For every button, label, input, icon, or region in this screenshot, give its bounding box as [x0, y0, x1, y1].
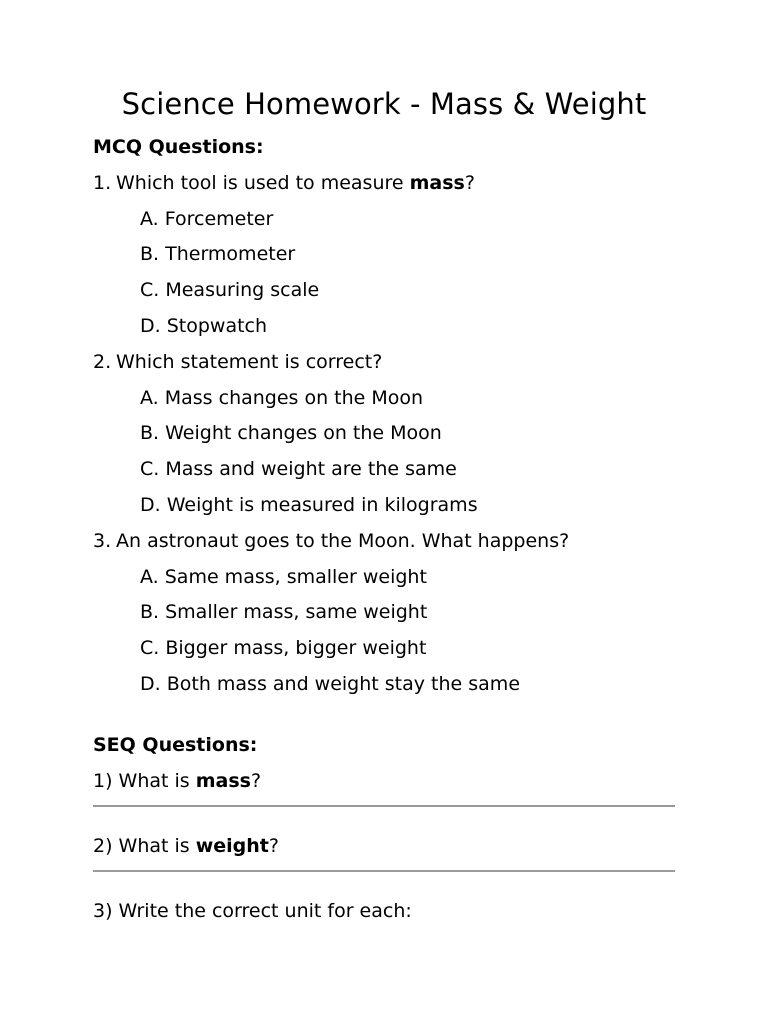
question-text: Which tool is used to measure — [116, 172, 410, 194]
mcq-3-option-d: D. Both mass and weight stay the same — [140, 673, 521, 695]
question-number: 1. — [93, 172, 112, 194]
mcq-2-option-b: B. Weight changes on the Moon — [140, 422, 442, 444]
mcq-3-option-b: B. Smaller mass, same weight — [140, 601, 428, 623]
question-number: 2. — [93, 351, 112, 373]
question-keyword: mass — [195, 770, 251, 792]
question-text: 2) What is — [93, 835, 196, 857]
mcq-1-option-b: B. Thermometer — [140, 243, 296, 265]
mcq-question-2 — [93, 349, 382, 375]
page-title: Science Homework - Mass & Weight — [121, 87, 647, 121]
question-text: An astronaut goes to the Moon. What happens? — [116, 530, 570, 552]
mcq-1-option-c: C. Measuring scale — [140, 279, 320, 301]
seq-question-3: 3) Write the correct unit for each: — [93, 900, 412, 922]
question-text: Which statement is correct? — [116, 351, 383, 373]
mcq-3-option-c: C. Bigger mass, bigger weight — [140, 637, 427, 659]
question-number: 3. — [93, 530, 112, 552]
question-text: 1) What is — [93, 770, 196, 792]
question-keyword: mass — [409, 172, 465, 194]
seq-heading: SEQ Questions: — [93, 734, 258, 756]
question-text-end: ? — [250, 770, 262, 792]
answer-line-2 — [93, 870, 675, 872]
seq-question-1 — [93, 768, 261, 794]
mcq-1-option-a: A. Forcemeter — [140, 208, 274, 230]
mcq-1-option-d: D. Stopwatch — [140, 315, 268, 337]
mcq-question-3 — [93, 528, 569, 554]
question-keyword: weight — [195, 835, 269, 857]
seq-question-2 — [93, 833, 279, 859]
mcq-2-option-c: C. Mass and weight are the same — [140, 458, 457, 480]
question-text-end: ? — [464, 172, 475, 194]
mcq-2-option-d: D. Weight is measured in kilograms — [140, 494, 478, 516]
mcq-2-option-a: A. Mass changes on the Moon — [140, 387, 424, 409]
mcq-heading: MCQ Questions: — [93, 136, 264, 158]
answer-line-1 — [93, 805, 675, 807]
mcq-question-1 — [93, 170, 475, 196]
mcq-3-option-a: A. Same mass, smaller weight — [140, 566, 427, 588]
question-text-end: ? — [268, 835, 279, 857]
